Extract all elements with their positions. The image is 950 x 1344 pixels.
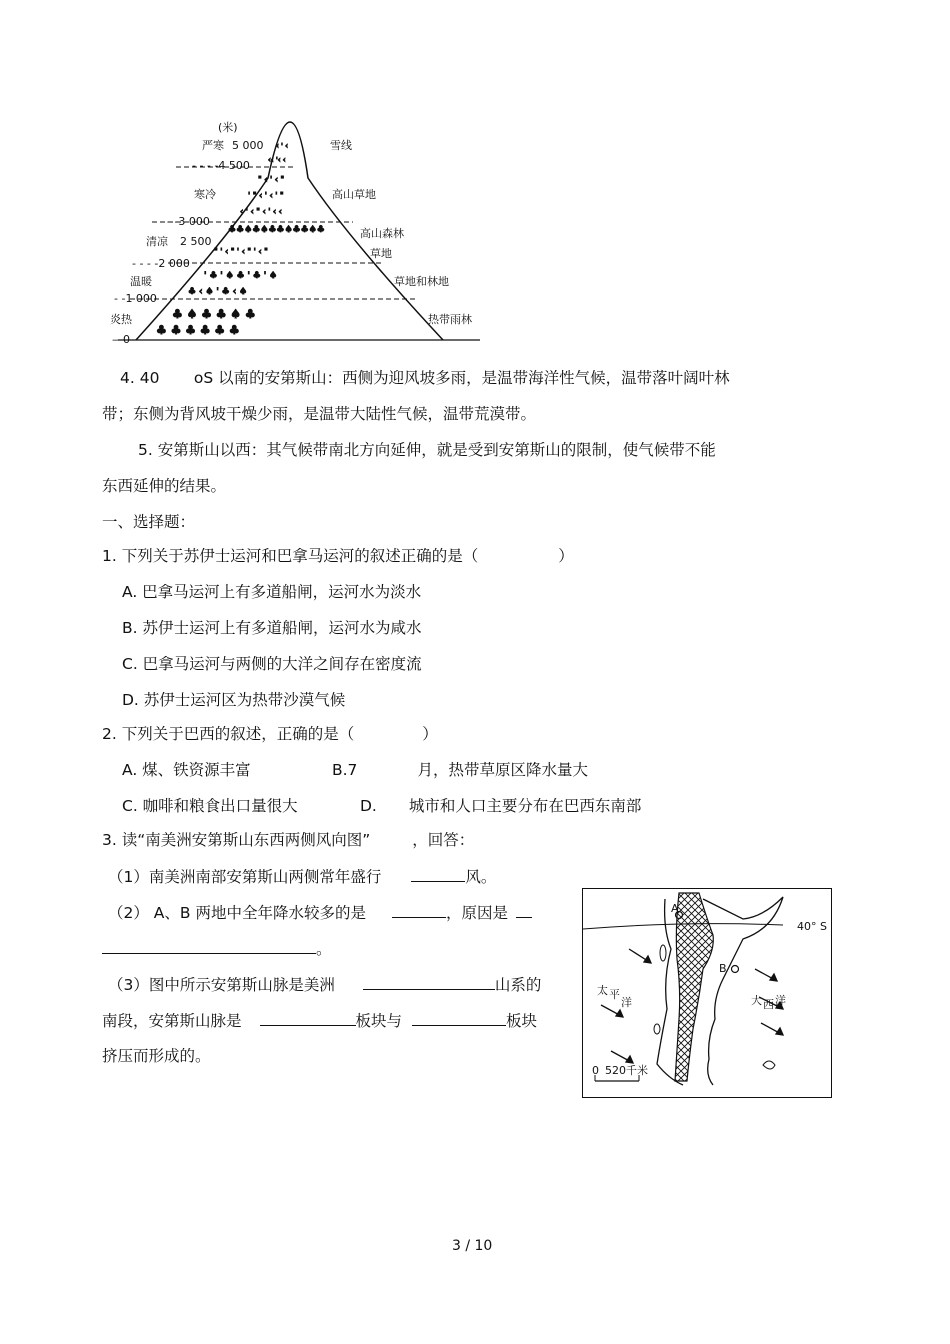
svg-text:' " ‹ ' ‹ ' ": ' " ‹ ' ‹ ' " [248, 191, 284, 200]
climate-label: 清凉 [146, 235, 168, 248]
mountain-outline [108, 118, 488, 346]
svg-text:‹‹ '‹ ‹: ‹‹ '‹ ‹ [268, 156, 286, 164]
latitude-label: 40° S [797, 920, 827, 933]
answer-blank[interactable] [411, 866, 465, 882]
zone-label: 高山草地 [332, 188, 376, 201]
elevation-label: - - - -3 000 [152, 215, 210, 228]
atlantic-label: 西 [763, 998, 774, 1011]
unit-label: (米) [218, 121, 238, 134]
section-title: 一、选择题： [102, 513, 196, 531]
question-3-sub3-line3: 挤压而形成的。 [102, 1047, 211, 1065]
question-2-text: 2. 下列关于巴西的叙述，正确的是（ [102, 725, 355, 743]
scale-zero: 0 [592, 1064, 599, 1077]
question-1-stem [102, 546, 574, 566]
climate-label: 寒冷 [194, 188, 216, 201]
question-2-close: ） [422, 725, 438, 743]
question-3-sub2-line2: 。 [102, 938, 332, 959]
question-2-stem [102, 724, 438, 744]
question-1-option-b[interactable]: B. 苏伊士运河上有多道船闸，运河水为咸水 [122, 619, 422, 637]
atlantic-label: 大 [751, 994, 762, 1007]
answer-blank[interactable] [102, 938, 316, 954]
paragraph-4-line1: 4. 40 oS 以南的安第斯山：西侧为迎风坡多雨，是温带海洋性气候，温带落叶阔叶林 [120, 369, 730, 387]
svg-text:" ' ‹ " ' ‹ " ' ‹ ": " ' ‹ " ' ‹ " ' ‹ " [214, 247, 268, 256]
atlantic-label: 洋 [775, 994, 786, 1007]
answer-blank[interactable] [363, 974, 495, 990]
pacific-label: 平 [609, 988, 620, 1001]
paragraph-4-line2: 带；东侧为背风坡干燥少雨，是温带大陆性气候，温带荒漠带。 [102, 405, 537, 423]
elevation-label: 5 000 [232, 139, 264, 152]
svg-text:♣ ‹ ♠ ' ♣ ‹ ♠: ♣ ‹ ♠ ' ♣ ‹ ♠ [188, 287, 248, 297]
pacific-label: 洋 [621, 996, 632, 1009]
question-1-text: 1. 下列关于苏伊士运河和巴拿马运河的叙述正确的是（ [102, 547, 479, 565]
zone-label: 热带雨林 [428, 313, 472, 326]
pacific-label: 太 [597, 984, 608, 997]
site-label-a: A [671, 902, 679, 915]
elevation-label: —0 [112, 333, 130, 346]
climate-label: 严寒 [202, 139, 224, 152]
page-number: 3 / 10 [452, 1238, 493, 1254]
question-3-sub2: （2） A、B 两地中全年降水较多的是 ，原因是 [108, 902, 532, 923]
question-2-option-b[interactable]: B.7 月，热带草原区降水量大 [332, 761, 588, 779]
answer-blank[interactable] [392, 902, 446, 918]
answer-blank[interactable] [516, 902, 532, 918]
question-2-option-a[interactable]: A. 煤、铁资源丰富 [122, 761, 251, 779]
svg-text:‹ ' ‹ " ‹ ' ‹ ‹: ‹ ' ‹ " ‹ ' ‹ ‹ [240, 207, 282, 216]
svg-text:' ♣ ' ♠ ♣ ' ♣ ' ♠: ' ♣ ' ♠ ♣ ' ♣ ' ♠ [204, 271, 278, 281]
elevation-label: - - - -4 500 [192, 159, 250, 172]
question-3-sub3: （3）图中所示安第斯山脉是美洲 山系的 [108, 976, 542, 994]
svg-text:♣ ♠ ♣ ♣ ♠ ♣: ♣ ♠ ♣ ♣ ♠ ♣ [172, 307, 256, 321]
zone-label: 高山森林 [360, 227, 404, 240]
question-3-stem: 3. 读“南美洲安第斯山东西两侧风向图” ，回答： [102, 831, 475, 849]
answer-blank[interactable] [412, 1010, 506, 1026]
question-1-close: ） [558, 547, 574, 565]
zone-label: 草地和林地 [394, 275, 449, 288]
site-label-b: B [719, 962, 727, 975]
zone-label: 草地 [370, 247, 392, 260]
mountain-zonation-diagram [108, 118, 488, 346]
svg-text:♣♣♠♣♠♣♣♠♣♣♠♣: ♣♣♠♣♠♣♣♠♣♣♠♣ [228, 225, 325, 235]
paragraph-5-line1: 5. 安第斯山以西：其气候带南北方向延伸，就是受到安第斯山的限制，使气候带不能 [138, 441, 716, 459]
question-1-option-d[interactable]: D. 苏伊士运河区为热带沙漠气候 [122, 691, 346, 709]
question-3-sub1: （1）南美洲南部安第斯山两侧常年盛行 风。 [108, 868, 497, 886]
question-1-option-c[interactable]: C. 巴拿马运河与两侧的大洋之间存在密度流 [122, 655, 422, 673]
answer-blank[interactable] [260, 1010, 356, 1026]
climate-label: 温暖 [130, 275, 152, 288]
paragraph-5-line2: 东西延伸的结果。 [102, 477, 227, 495]
svg-text:" ‹ ' ‹ ": " ‹ ' ‹ " [258, 175, 285, 184]
svg-text:♣ ♣ ♣ ♣ ♣ ♣: ♣ ♣ ♣ ♣ ♣ ♣ [156, 323, 240, 337]
question-2-option-d[interactable]: D. 城市和人口主要分布在巴西东南部 [360, 797, 642, 815]
zone-label: 雪线 [330, 139, 352, 152]
elevation-label: - - - -2 000 [132, 257, 190, 270]
question-2-option-c[interactable]: C. 咖啡和粮食出口量很大 [122, 797, 298, 815]
climate-label: 炎热 [110, 313, 132, 326]
wind-direction-map [582, 888, 832, 1098]
question-3-sub3-line2: 南段，安第斯山脉是 板块与 板块 [102, 1012, 538, 1030]
elevation-label: 2 500 [180, 235, 212, 248]
scale-text: 520千米 [605, 1064, 648, 1077]
question-1-option-a[interactable]: A. 巴拿马运河上有多道船闸，运河水为淡水 [122, 583, 422, 601]
elevation-label: - -1 000 [114, 292, 157, 305]
svg-text:‹ ' ‹: ‹ ' ‹ [276, 142, 288, 150]
